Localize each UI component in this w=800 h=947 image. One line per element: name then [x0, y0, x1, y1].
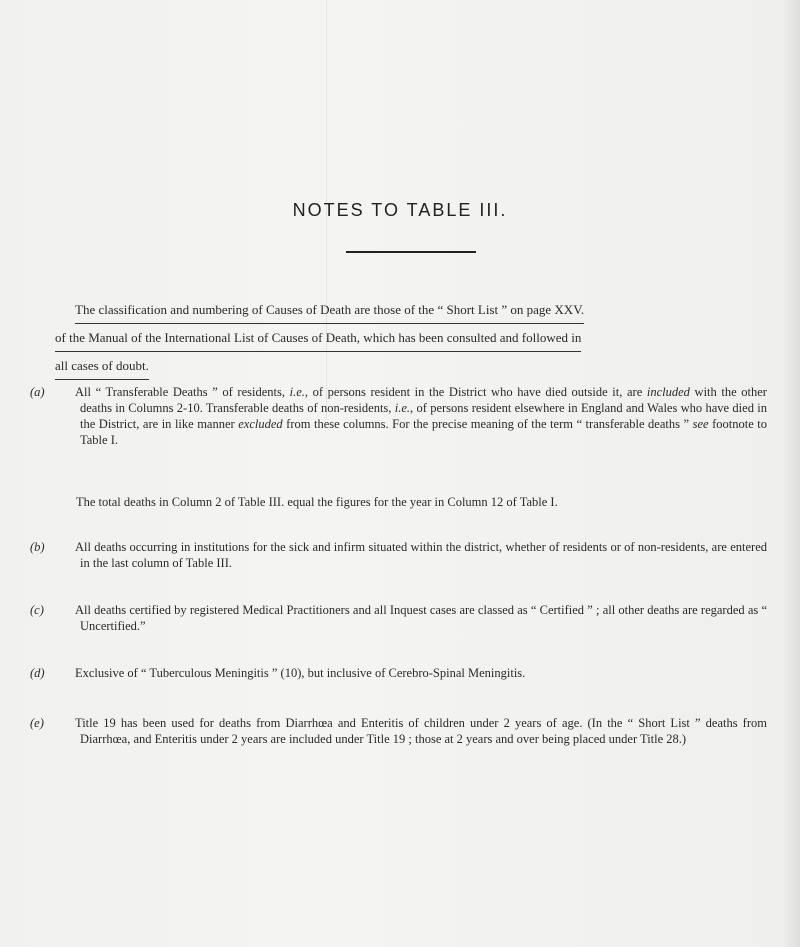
note-a-text-4: , of persons resident elsewhere in England and Wales who have died in the District, are in like manner: [80, 401, 767, 431]
note-b: [30, 539, 767, 571]
page-title: NOTES TO TABLE III.: [292, 200, 508, 220]
note-a-text-2: , of persons resident in the District who have died outside it, are: [304, 385, 647, 399]
intro-line-3: [55, 353, 765, 381]
note-e-label: (e): [30, 716, 44, 730]
note-e-body: [30, 715, 767, 747]
note-c: [30, 602, 767, 634]
note-a: [30, 384, 767, 448]
note-a-ie-2: i.e.: [394, 401, 411, 415]
title-rule: [346, 251, 476, 253]
intro-line-2-text: of the Manual of the International List of Causes of Death, which has been consulted and followed in: [55, 325, 581, 352]
intro-line-3-text: all cases of doubt.: [55, 353, 149, 380]
page-edge-shadow: [782, 0, 800, 947]
note-a-excluded: excluded: [238, 417, 283, 431]
note-b-body: [30, 539, 767, 571]
note-d-body: [30, 665, 767, 681]
note-a-label: (a): [30, 385, 45, 399]
note-c-body: [30, 602, 767, 634]
note-d-text: Exclusive of “ Tuberculous Meningitis ” (10), but inclusive of Cerebro-Spinal Meningitis.: [75, 666, 526, 680]
note-a-text-6: footnote to Table I.: [80, 417, 767, 447]
note-b-label: (b): [30, 540, 45, 554]
note-e-text: Title 19 has been used for deaths from Diarrhœa and Enteritis of children under 2 years of age. (In the “ Short List ” deaths from Diarrhœa, and Enteritis under 2 years are included under Title 19 ; those at 2 years and over being placed under Title 28.): [75, 716, 767, 746]
note-c-label: (c): [30, 603, 44, 617]
note-d: [30, 665, 767, 681]
note-a-text-1: All “ Transferable Deaths ” of residents,: [75, 385, 290, 399]
note-a-see: see: [692, 417, 709, 431]
note-e: [30, 715, 767, 747]
note-a-ie-1: i.e.: [289, 385, 305, 399]
intro-paragraph: [55, 297, 765, 381]
note-a-text-3: with the other deaths in Columns 2-10. Transferable deaths of non-residents,: [80, 385, 767, 415]
intro-line-2: [55, 325, 765, 353]
note-a-body: [30, 384, 767, 448]
note-a-text-5: from these columns. For the precise meaning of the term “ transferable deaths ”: [282, 417, 693, 431]
intro-line-1-text: The classification and numbering of Causes of Death are those of the “ Short List ” on page XXV.: [75, 297, 584, 324]
note-c-text: All deaths certified by registered Medical Practitioners and all Inquest cases are classed as “ Certified ” ; all other deaths are regarded as “ Uncertified.”: [75, 603, 767, 633]
note-d-label: (d): [30, 666, 45, 680]
total-deaths-note: The total deaths in Column 2 of Table III. equal the figures for the year in Column 12 of Table I.: [76, 495, 558, 509]
note-b-text: All deaths occurring in institutions for the sick and infirm situated within the district, whether of residents or of non-residents, are entered in the last column of Table III.: [75, 540, 767, 570]
note-a-included: included: [646, 385, 690, 399]
intro-line-1: [55, 297, 765, 325]
